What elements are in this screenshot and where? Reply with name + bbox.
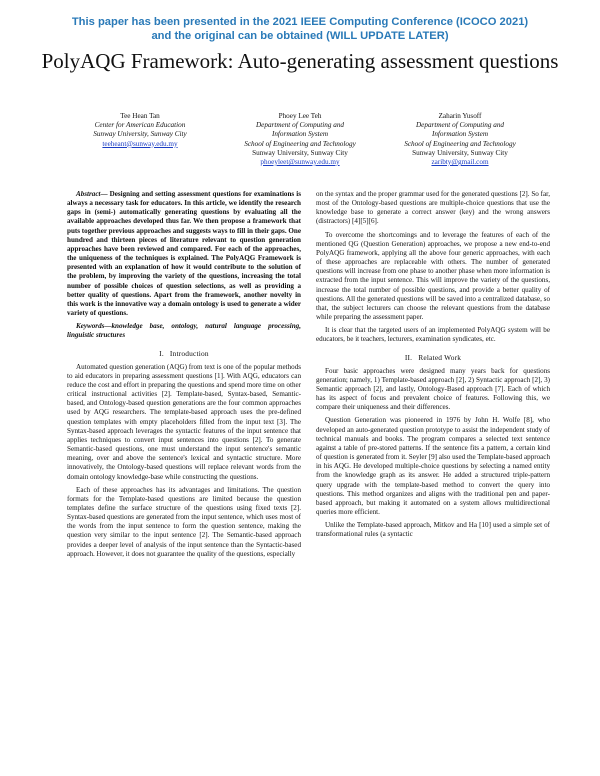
body-paragraph: on the syntax and the proper grammar used for the generated questions [2]. So far, most of the Ontology-based questions are multiple-choice questions that use the knowledge base to generate a correct answer (key) and the wrong answers (distractors) [4][5][6]. bbox=[316, 190, 550, 226]
author-affiliation: Center for American Education bbox=[94, 121, 186, 130]
banner-line-1: This paper has been presented in the 2021 IEEE Computing Conference (ICOCO 2021) bbox=[71, 16, 529, 28]
author-affiliation: School of Engineering and Technology bbox=[244, 139, 356, 148]
author-name: Phoey Lee Teh bbox=[278, 112, 322, 120]
author-affiliation: Sunway University, Sunway City bbox=[93, 130, 187, 139]
author-email-link[interactable]: zaribty@gmail.com bbox=[431, 158, 489, 167]
body-paragraph: Unlike the Template-based approach, Mitkov and Ha [10] used a simple set of transformational rules (a syntactic bbox=[316, 521, 550, 539]
left-column bbox=[67, 190, 301, 563]
abstract bbox=[67, 190, 301, 318]
body-paragraph: To overcome the shortcomings and to leverage the features of each of the mentioned QG (Question Generation) approaches, we propose a new end-to-end PolyAQG framework, applying all the above four generic approaches, with each of these approaches are replaceable with others. The number of generated questions will increase from one phase to another phase when more information is extracted from the input sentence. This will improve the variety of the questions, increase the total number of possible questions, and provide a better quality of questions. All the generated questions will be saved into a centralized database, so that, the subject lecturers can choose the relevant questions from the database while preparing the assessment paper. bbox=[316, 230, 550, 322]
author-affiliation: Information System bbox=[271, 130, 329, 139]
author-affiliation: School of Engineering and Technology bbox=[404, 139, 516, 148]
author-name: Zaharin Yusoff bbox=[438, 112, 482, 120]
body-paragraph: Automated question generation (AQG) from text is one of the popular methods to aid educators in preparing assessment questions [1]. With AQG, educators can reduce the cost and effort in preparing the questions and spend more time on other critical instructional activities [2]. Template-based, Syntax-based, Semantic-based, and Ontology-based question generations are the four common approaches used by AQG researchers. The template-based approach uses the pre-defined question templates with empty placeholders filled from the input text [3]. The Syntax-based approach leverages the syntactic features of the input sentence that applies techniques to convert input sentences into questions [2]. To generate Semantic-based questions, one must understand the input sentence's semantic meaning, over and above the sentence's lexical and syntactic structure. More innovatively, the Ontology-based questions will replace relevant words from the domain ontology knowledge-base while constructing the questions. bbox=[67, 362, 301, 481]
body-paragraph: Each of these approaches has its advantages and limitations. The question formats for the Template-based questions are limited because the question templates define the surface structure of the questions using fixed texts [2]. Syntax-based questions are generated from the input sentence, which uses most of the words from the input sentence to form the question sentence, making the question very similar to the input sentence [2]. The Semantic-based approach provides a deeper level of analysis of the input sentence than the Syntactic-based approach. However, it does not guarantee the quality of the questions, especially bbox=[67, 485, 301, 558]
section-number: I. bbox=[159, 348, 164, 358]
author-2 bbox=[220, 112, 380, 167]
author-affiliation: Department of Computing and bbox=[415, 121, 505, 130]
author-3 bbox=[380, 112, 540, 167]
keywords-lead: Keywords bbox=[76, 322, 105, 331]
author-affiliation: Department of Computing and bbox=[255, 121, 345, 130]
paper-title: PolyAQG Framework: Auto-generating assessment questions bbox=[41, 49, 559, 73]
right-column bbox=[316, 190, 550, 543]
author-university: Sunway University, Sunway City bbox=[412, 148, 508, 157]
body-paragraph: Question Generation was pioneered in 1976 by John H. Wolfe [8], who developed an auto-generated question prototype to assist the independent study of technical manuals and books. The program compares a selected text sentence against a table of pre-stored patterns. If the sentence fits a pattern, a certain kind of question is generated from it. Seyler [9] also used the Template-based approach in his AQG. He developed multiple-choice questions by selecting a named entity from the knowledge graph as its answer. He added a structured triple-pattern query upgrade with the template-based method to convert the query into questions. This method organizes and aligns with the traditional pen and paper-based approach, but making it automated on a system allows multidirectional queries more efficient. bbox=[316, 416, 550, 516]
section-title: Related Work bbox=[418, 352, 462, 362]
publication-banner bbox=[0, 15, 600, 43]
author-email-link[interactable]: teeheant@sunway.edu.my bbox=[102, 139, 178, 148]
keywords-text: —knowledge base, ontology, natural language processing, linguistic structures bbox=[67, 322, 301, 340]
abstract-text: — Designing and setting assessment questions for examinations is always a necessary task for educators. In this article, we identify the research gaps in (semi-) automatically generating questions by evaluating all the available approaches developed thus far. We then propose a framework that puts together previous approaches and suggests ways to fill in their gaps. One hundred and thirteen pieces of literature relevant to question generation approaches have been reviewed and compared. For each of the approaches, the uniqueness of the techniques is explained. The PolyAQG Framework is presented with an explanation of how it would contribute to the solution of the problem, by improving the variety of the questions, increasing the total number of possible choices of question selections, as well as providing a better quality of questions. Apart from the framework, another novelty in this work is the innovative way a domain ontology is used to generate a wider variety of questions. bbox=[67, 190, 301, 318]
banner-line-2: and the original can be obtained (WILL UPDATE LATER) bbox=[151, 30, 449, 42]
section-heading-related-work bbox=[316, 353, 550, 362]
author-university: Sunway University, Sunway City bbox=[252, 148, 348, 157]
author-name: Tee Hean Tan bbox=[120, 112, 160, 120]
author-1 bbox=[60, 112, 220, 149]
abstract-lead: Abstract bbox=[76, 190, 101, 198]
author-affiliation: Information System bbox=[431, 130, 489, 139]
section-title: Introduction bbox=[169, 348, 209, 358]
keywords bbox=[67, 322, 301, 340]
author-email-link[interactable]: phoeyleet@sunway.edu.my bbox=[260, 158, 340, 167]
body-paragraph: It is clear that the targeted users of an implemented PolyAQG system will be educators, be it teachers, lecturers, examination syndicates, etc. bbox=[316, 326, 550, 344]
section-number: II. bbox=[404, 352, 413, 362]
body-paragraph: Four basic approaches were designed many years back for questions generation; namely, 1) Template-based approach [2], 2) Syntactic approach [2], 3) Semantic approach [2], and lastly, Ontology-Based approach [7]. Each of which has its aspect of focus and prevalent choice of features. Following this, we compare their uniqueness and their differences. bbox=[316, 366, 550, 412]
section-heading-introduction bbox=[67, 349, 301, 358]
